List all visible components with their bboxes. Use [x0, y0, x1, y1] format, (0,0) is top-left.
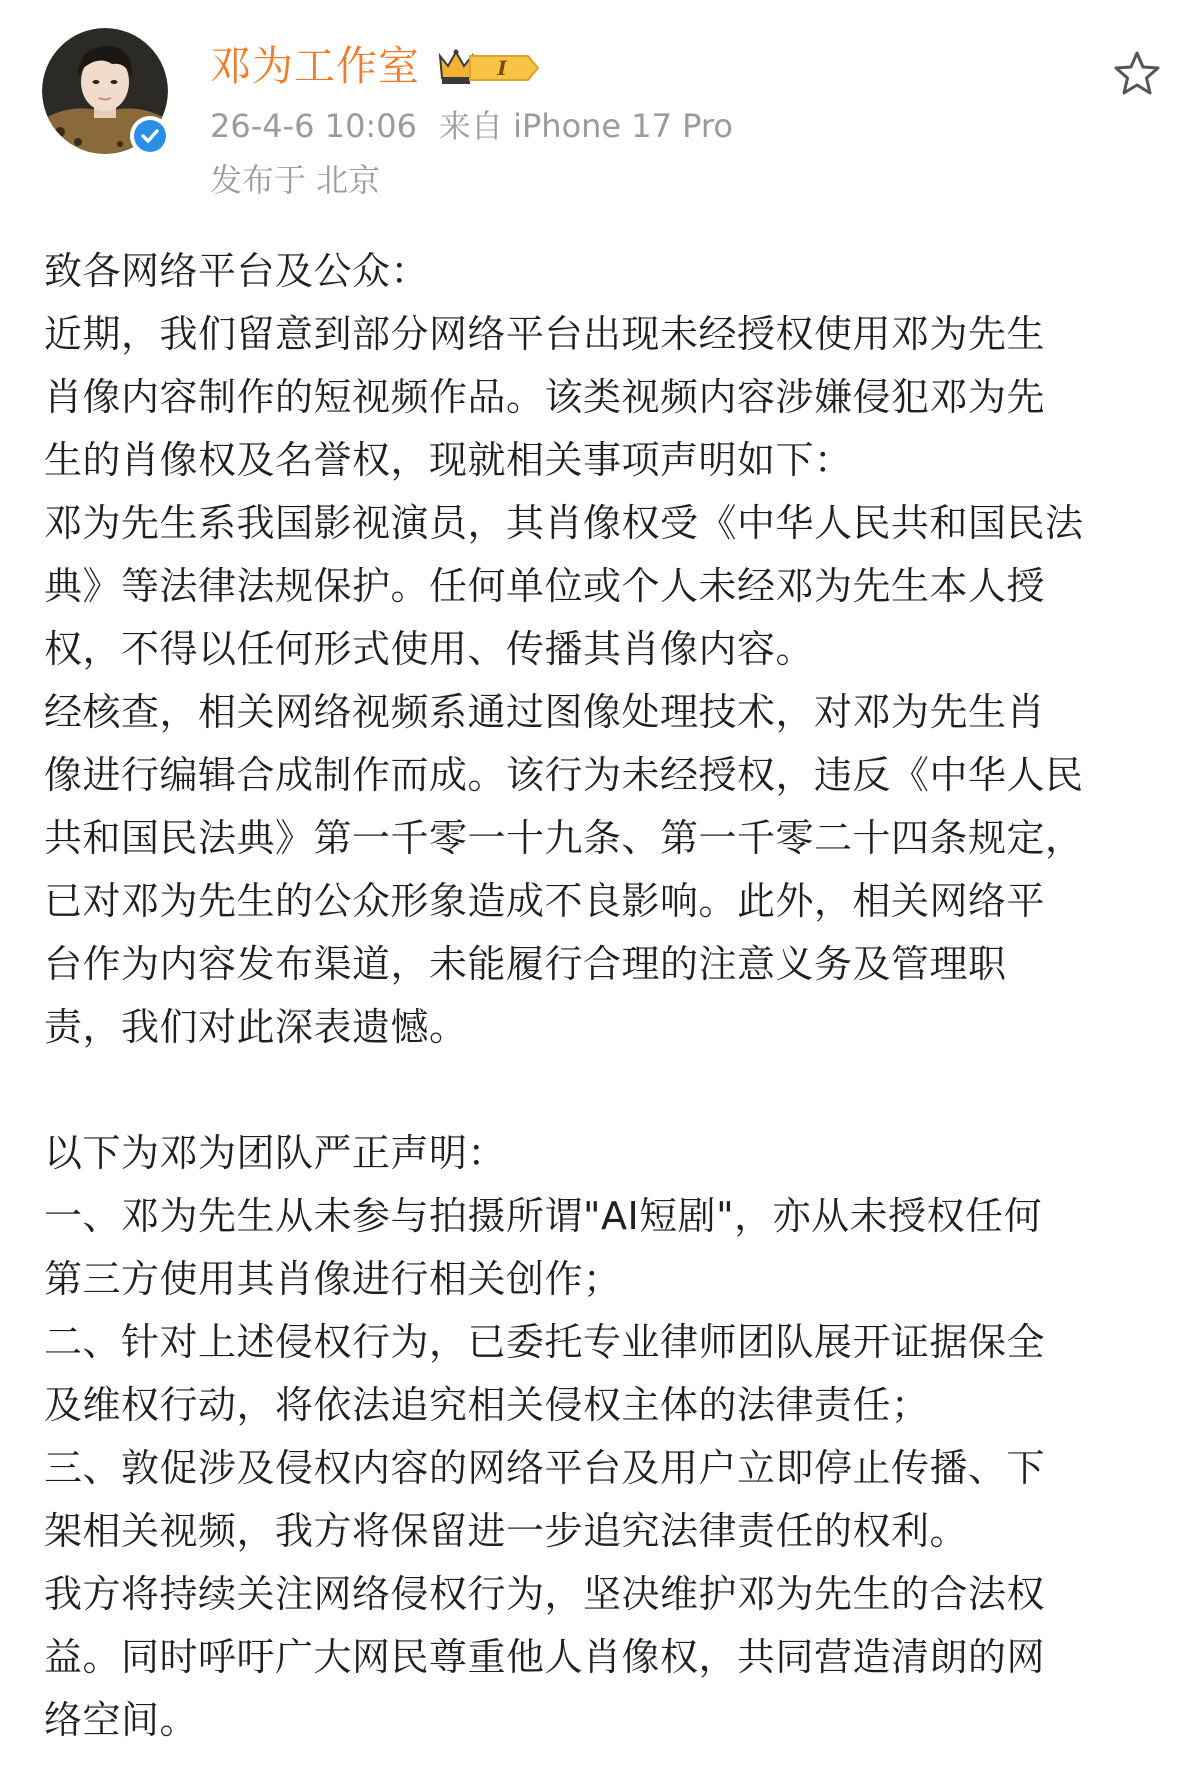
- post-text-line: 二、针对上述侵权行为，已委托专业律师团队展开证据保全: [44, 1320, 1046, 1364]
- post-text-line: 益。同时呼吁广大网民尊重他人肖像权，共同营造清朗的网: [44, 1635, 1046, 1679]
- post-text: [44, 240, 1174, 1752]
- favorite-button[interactable]: [1108, 44, 1166, 102]
- post-text-line: 生的肖像权及名誉权，现就相关事项声明如下：: [44, 438, 853, 482]
- post-location: 发布于 北京: [210, 161, 381, 199]
- paragraph-spacer: [44, 1059, 1174, 1122]
- post-meta: [210, 104, 733, 148]
- post-text-line: 典》等法律法规保护。任何单位或个人未经邓为先生本人授: [44, 564, 1046, 608]
- post-text-line: 责，我们对此深表遗憾。: [44, 1005, 468, 1049]
- post-text-line: 致各网络平台及公众：: [44, 249, 430, 293]
- post-header: [0, 0, 1194, 210]
- post-text-line: 已对邓为先生的公众形象造成不良影响。此外，相关网络平: [44, 879, 1046, 923]
- post-text-line: 第三方使用其肖像进行相关创作；: [44, 1257, 622, 1301]
- star-outline-icon: [1112, 48, 1162, 98]
- author-line: [210, 38, 546, 94]
- post-text-line: 共和国民法典》第一千零一十九条、第一千零二十四条规定，: [44, 816, 1084, 860]
- post-text-line: 架相关视频，我方将保留进一步追究法律责任的权利。: [44, 1509, 969, 1553]
- level-badge-label: I: [497, 56, 507, 80]
- level-badge: [434, 42, 546, 90]
- post-text-line: 及维权行动，将依法追究相关侵权主体的法律责任；: [44, 1383, 930, 1427]
- post-time: 26-4-6 10:06: [210, 107, 417, 145]
- post-text-line: 三、敦促涉及侵权内容的网络平台及用户立即停止传播、下: [44, 1446, 1046, 1490]
- post-text-line: 邓为先生系我国影视演员，其肖像权受《中华人民共和国民法: [44, 501, 1084, 545]
- post-source: 来自 iPhone 17 Pro: [438, 107, 733, 145]
- post-text-line: 台作为内容发布渠道，未能履行合理的注意义务及管理职: [44, 942, 1007, 986]
- post-text-line: 一、邓为先生从未参与拍摄所谓"AI短剧"，亦从未授权任何: [44, 1194, 1043, 1238]
- verified-icon: [130, 116, 170, 156]
- post-text-line: 络空间。: [44, 1698, 199, 1742]
- post-text-line: 经核查，相关网络视频系通过图像处理技术，对邓为先生肖: [44, 690, 1046, 734]
- post-text-line: 以下为邓为团队严正声明：: [44, 1131, 507, 1175]
- avatar[interactable]: [42, 28, 168, 154]
- post-text-line: 肖像内容制作的短视频作品。该类视频内容涉嫌侵犯邓为先: [44, 375, 1046, 419]
- post-text-line: 我方将持续关注网络侵权行为，坚决维护邓为先生的合法权: [44, 1572, 1046, 1616]
- post-text-line: 近期，我们留意到部分网络平台出现未经授权使用邓为先生: [44, 312, 1046, 356]
- post-text-line: 像进行编辑合成制作而成。该行为未经授权，违反《中华人民: [44, 753, 1084, 797]
- post-text-line: 权，不得以任何形式使用、传播其肖像内容。: [44, 627, 815, 671]
- author-name[interactable]: 邓为工作室: [210, 42, 420, 90]
